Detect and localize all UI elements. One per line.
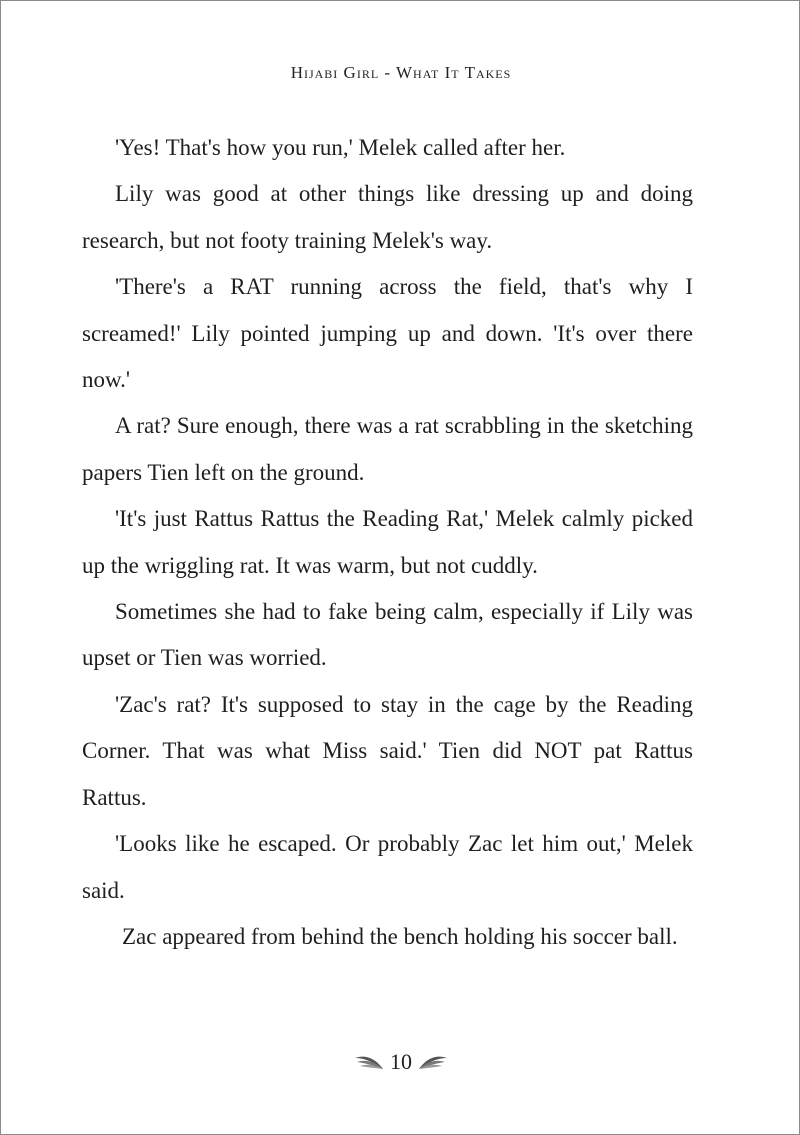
paragraph: 'Looks like he escaped. Or probably Zac let him out,' Melek said.	[82, 831, 693, 903]
paragraph: 'Zac's rat? It's supposed to stay in the cage by the Reading Corner. That was what Miss said.' Tien did NOT pat Rattus Rattus.	[82, 691, 693, 810]
page-number: 10	[390, 1049, 412, 1074]
paragraph: Sometimes she had to fake being calm, especially if Lily was upset or Tien was worried.	[82, 599, 693, 671]
paragraph: Zac appeared from behind the bench holding his soccer ball.	[122, 923, 678, 949]
paragraph: 'There's a RAT running across the field, that's why I screamed!' Lily pointed jumping up and down. 'It's over there now.'	[82, 274, 693, 393]
running-header: Hijabi Girl - What It Takes	[290, 63, 512, 82]
page-footer	[1, 1049, 800, 1075]
paragraph: A rat? Sure enough, there was a rat scrabbling in the sketching papers Tien left on the ground.	[82, 413, 693, 485]
paragraph: Lily was good at other things like dressing up and doing research, but not footy training Melek's way.	[82, 181, 693, 253]
wing-ornament-left-icon	[354, 1052, 384, 1072]
paragraph: 'Yes! That's how you run,' Melek called after her.	[115, 135, 566, 160]
body-text	[82, 125, 693, 960]
paragraph: 'It's just Rattus Rattus the Reading Rat,' Melek calmly picked up the wriggling rat. It was warm, but not cuddly.	[82, 506, 693, 578]
wing-ornament-right-icon	[418, 1052, 448, 1072]
